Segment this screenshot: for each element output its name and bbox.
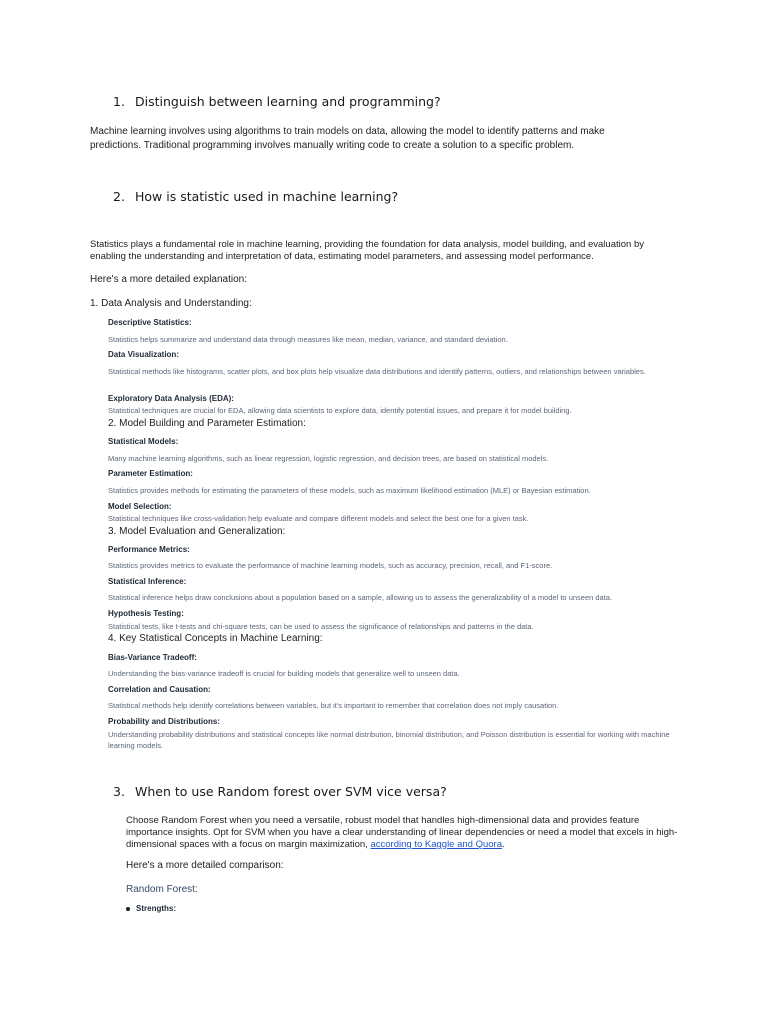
section-2-item-text: Many machine learning algorithms, such as linear regression, logistic regression, and decision trees, are based on statistical models. [108, 454, 549, 463]
question-2-intro: Statistics plays a fundamental role in machine learning, providing the foundation for data analysis, model building, and evaluation by enabling the understanding and interpretation of data, estimating model parameters, and assessing model performance. [90, 239, 644, 262]
section-3-item-title: Performance Metrics: [108, 545, 190, 554]
section-4-item-text: Understanding the bias-variance tradeoff is crucial for building models that generalize well to unseen data. [108, 669, 460, 678]
section-3-item-text: Statistical tests, like t-tests and chi-square tests, can be used to assess the significance of relationships and patterns in the data. [108, 622, 534, 631]
random-forest-bullet [126, 904, 176, 913]
section-4-item-text: Understanding probability distributions and statistical concepts like normal distribution, binomial distribution, and Poisson distribution is essential for working with machine learning models. [108, 730, 670, 750]
question-1-answer: Machine learning involves using algorithms to train models on data, allowing the model to identify patterns and make predictions. Traditional programming involves manually writing code to create a solution to a specific problem. [90, 126, 605, 151]
question-1-number: 1. [113, 94, 125, 109]
question-1-title: Distinguish between learning and programming? [135, 94, 441, 109]
section-1-item-text: Statistical techniques are crucial for EDA, allowing data scientists to explore data, identify potential issues, and prepare it for model building. [108, 406, 572, 415]
section-4-item-title: Probability and Distributions: [108, 717, 221, 726]
section-4-item-title: Bias-Variance Tradeoff: [108, 653, 197, 662]
section-1-item-title: Exploratory Data Analysis (EDA): [108, 394, 234, 403]
question-3-answer [126, 815, 681, 851]
section-2-item-title: Parameter Estimation: [108, 469, 193, 478]
question-3-title: When to use Random forest over SVM vice versa? [135, 784, 447, 799]
section-1-item-title: Data Visualization: [108, 350, 179, 359]
section-2-header: 2. Model Building and Parameter Estimation: [108, 418, 306, 429]
bullet-icon [126, 907, 130, 911]
question-2-number: 2. [113, 189, 125, 204]
kaggle-quora-link[interactable]: according to Kaggle and Quora [370, 839, 502, 850]
section-3-item-text: Statistical inference helps draw conclusions about a population based on a sample, allowing us to assess the generalizability of a model to unseen data. [108, 593, 613, 602]
section-4-item-title: Correlation and Causation: [108, 685, 211, 694]
section-4-item-text: Statistical methods help identify correlations between variables, but it's important to remember that correlation does not imply causation. [108, 701, 559, 710]
section-2-item-title: Model Selection: [108, 502, 172, 511]
section-1-item-text: Statistics helps summarize and understand data through measures like mean, median, variance, and standard deviation. [108, 335, 508, 344]
section-2-item-text: Statistical techniques like cross-validation help evaluate and compare different models and select the best one for a given task. [108, 514, 529, 523]
strengths-label: Strengths: [136, 904, 176, 913]
section-2-item-text: Statistics provides methods for estimating the parameters of these models, such as maximum likelihood estimation (MLE) or Bayesian estimation. [108, 486, 591, 495]
question-2-more: Here's a more detailed explanation: [90, 274, 248, 285]
question-3-more: Here's a more detailed comparison: [126, 860, 284, 871]
section-1-header: 1. Data Analysis and Understanding: [90, 298, 252, 309]
section-2-item-title: Statistical Models: [108, 437, 179, 446]
question-1-heading [113, 94, 441, 109]
section-3-item-text: Statistics provides metrics to evaluate the performance of machine learning models, such as accuracy, precision, recall, and F1-score. [108, 561, 553, 570]
section-3-header: 3. Model Evaluation and Generalization: [108, 526, 286, 537]
question-3-number: 3. [113, 784, 125, 799]
section-3-item-title: Statistical Inference: [108, 577, 187, 586]
random-forest-header: Random Forest: [126, 884, 198, 895]
question-2-heading [113, 189, 398, 204]
question-3-answer-text: Choose Random Forest when you need a versatile, robust model that handles high-dimensional data and provides feature importance insights. Opt for SVM when you have a clear understanding of linear dependencies or need a model that excels in high-dimensional spaces with a focus on margin maximization, [126, 815, 678, 850]
section-1-item-text: Statistical methods like histograms, scatter plots, and box plots help visualize data distributions and identify patterns, outliers, and relationships between variables. [108, 367, 646, 376]
section-4-header: 4. Key Statistical Concepts in Machine Learning: [108, 633, 323, 644]
question-3-answer-period: . [502, 839, 505, 850]
question-3-heading [113, 784, 447, 799]
section-1-item-title: Descriptive Statistics: [108, 318, 192, 327]
question-2-title: How is statistic used in machine learning? [135, 189, 399, 204]
section-3-item-title: Hypothesis Testing: [108, 609, 184, 618]
